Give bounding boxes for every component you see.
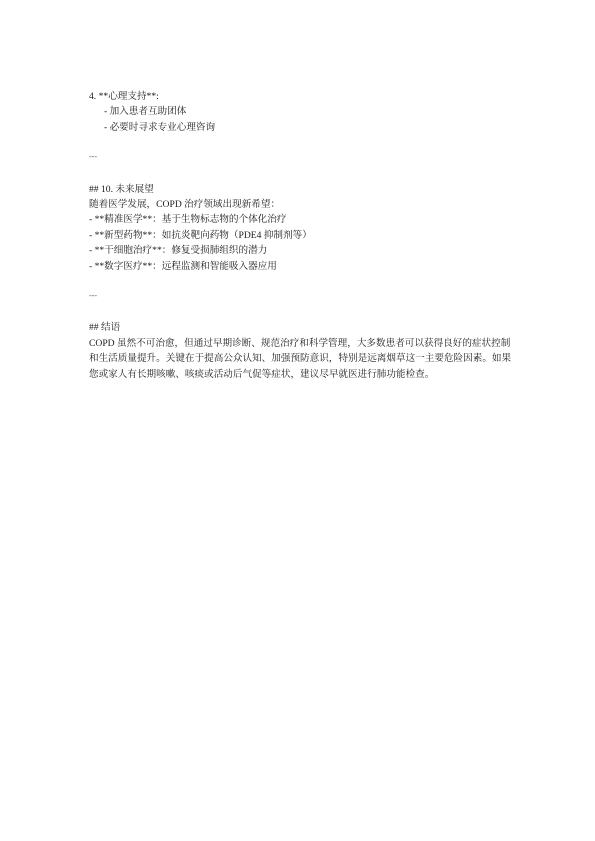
list-item: - **数字医疗**：远程监测和智能吸入器应用	[89, 260, 277, 272]
psych-support-heading: 4. **心理支持**:	[89, 91, 159, 102]
list-item: - **精准医学**：基于生物标志物的个体化治疗	[89, 214, 287, 226]
list-item: - 必要时寻求专业心理咨询	[104, 121, 216, 133]
future-outlook-heading: ## 10. 未来展望	[89, 183, 154, 195]
list-item: - **干细胞治疗**：修复受损肺组织的潜力	[89, 245, 268, 257]
list-item: - **新型药物**：如抗炎靶向药物（PDE4 抑制剂等）	[89, 229, 312, 241]
document-page	[89, 89, 514, 382]
future-outlook-intro: 随着医学发展，COPD 治疗领域出现新希望：	[89, 199, 281, 211]
conclusion-heading: ## 结语	[89, 322, 121, 334]
separator: ---	[89, 291, 97, 301]
list-item: - 加入患者互助团体	[104, 106, 187, 118]
conclusion-body: COPD 虽然不可治愈，但通过早期诊断、规范治疗和科学管理，大多数患者可以获得良好的症状控制和生活质量提升。关键在于提高公众认知、加强预防意识，特别是远离烟草这一主要危险因素。如果您或家人有长期咳嗽、咳痰或活动后气促等症状，建议尽早就医进行肺功能检查。	[89, 337, 512, 380]
separator: ---	[89, 152, 97, 162]
